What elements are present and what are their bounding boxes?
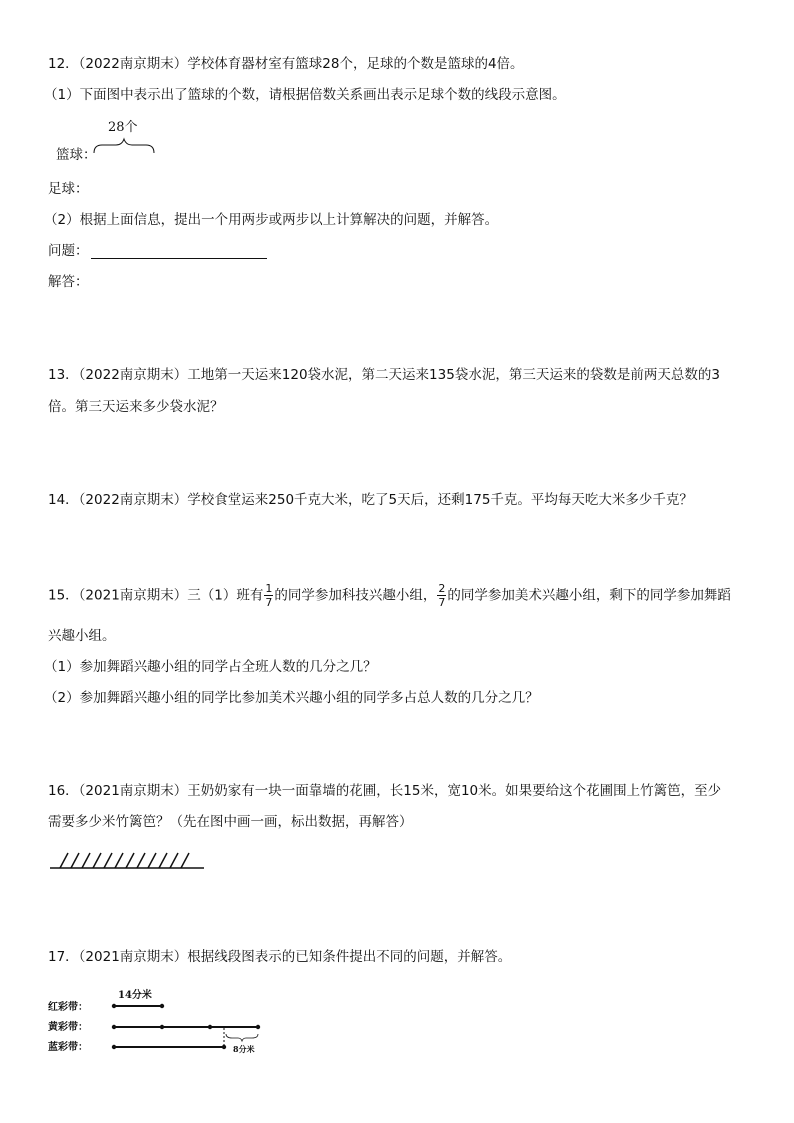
q12-football-label: 足球： — [48, 181, 89, 197]
q16-wall-diagram — [48, 850, 208, 872]
q17-blue-label: 蓝彩带： — [48, 1042, 88, 1053]
wall-hatch-line — [148, 853, 156, 868]
q17-blue-start-dot — [112, 1045, 116, 1049]
q17-diff-brace — [226, 1034, 258, 1041]
q15-pre: 15．（2021南京期末）三（1）班有 — [48, 587, 264, 604]
q15-fraction-2: $\frac{2}{7}$ — [438, 582, 446, 609]
q17-yellow-dot-2 — [160, 1025, 164, 1029]
q17-red-label: 红彩带： — [48, 1002, 88, 1013]
wall-hatch-line — [93, 853, 101, 868]
q12-brace — [94, 139, 154, 153]
wall-hatch-line — [170, 853, 178, 868]
wall-hatch-line — [60, 853, 68, 868]
q17-diff-value: 8分米 — [233, 1044, 255, 1054]
q14-line1: 14．（2022南京期末）学校食堂运来250千克大米，吃了5天后，还剩175千克。平均每天吃大米多少千克？ — [48, 492, 693, 508]
wall-hatch-line — [126, 853, 134, 868]
q17-segment-diagram — [46, 986, 276, 1058]
q15-line1 — [48, 583, 731, 608]
q15-line2: 兴趣小组。 — [48, 628, 116, 644]
q12-question-label: 问题： — [48, 243, 89, 259]
wall-hatch-line — [115, 853, 123, 868]
q17-line1: 17．（2021南京期末）根据线段图表示的已知条件提出不同的问题，并解答。 — [48, 949, 512, 965]
wall-hatch-line — [104, 853, 112, 868]
q15-post: 的同学参加美术兴趣小组，剩下的同学参加舞蹈 — [447, 587, 731, 604]
wall-hatch-line — [159, 853, 167, 868]
wall-hatch-line — [181, 853, 189, 868]
q12-part1: （1）下面图中表示出了篮球的个数，请根据倍数关系画出表示足球个数的线段示意图。 — [44, 87, 566, 103]
q12-stem: 12．（2022南京期末）学校体育器材室有篮球28个，足球的个数是篮球的4倍。 — [48, 56, 524, 72]
q13-line1: 13．（2022南京期末）工地第一天运来120袋水泥，第二天运来135袋水泥，第三天运来的袋数是前两天总数的3 — [48, 367, 720, 383]
q13-line2: 倍。第三天运来多少袋水泥？ — [48, 399, 224, 415]
q12-basketball-label: 篮球： — [56, 147, 97, 163]
q17-yellow-dot-3 — [208, 1025, 212, 1029]
q17-yellow-dot-4 — [256, 1025, 260, 1029]
wall-hatch-line — [82, 853, 90, 868]
q16-line1: 16．（2021南京期末）王奶奶家有一块一面靠墙的花圃，长15米，宽10米。如果要给这个花圃围上竹篱笆，至少 — [48, 783, 722, 799]
wall-hatch-line — [71, 853, 79, 868]
q12-part2: （2）根据上面信息，提出一个用两步或两步以上计算解决的问题，并解答。 — [44, 212, 499, 228]
q17-yellow-dot-1 — [112, 1025, 116, 1029]
q17-red-end-dot — [160, 1004, 164, 1008]
q12-answer-blank[interactable] — [91, 246, 267, 259]
q12-question-row — [48, 245, 267, 259]
q15-mid: 的同学参加科技兴趣小组， — [274, 587, 437, 604]
q12-brace-label: 28个 — [108, 120, 138, 135]
q17-yellow-label: 黄彩带： — [48, 1022, 88, 1033]
q12-answer-label: 解答： — [48, 274, 89, 290]
q15-part1: （1）参加舞蹈兴趣小组的同学占全班人数的几分之几？ — [44, 659, 377, 675]
q16-line2: 需要多少米竹篱笆？（先在图中画一画，标出数据，再解答） — [48, 814, 413, 830]
q17-red-value: 14分米 — [118, 990, 152, 1001]
wall-hatch-line — [137, 853, 145, 868]
q17-red-start-dot — [112, 1004, 116, 1008]
q15-fraction-1: $\frac{1}{7}$ — [265, 582, 273, 609]
q15-part2: （2）参加舞蹈兴趣小组的同学比参加美术兴趣小组的同学多占总人数的几分之几？ — [44, 690, 539, 706]
